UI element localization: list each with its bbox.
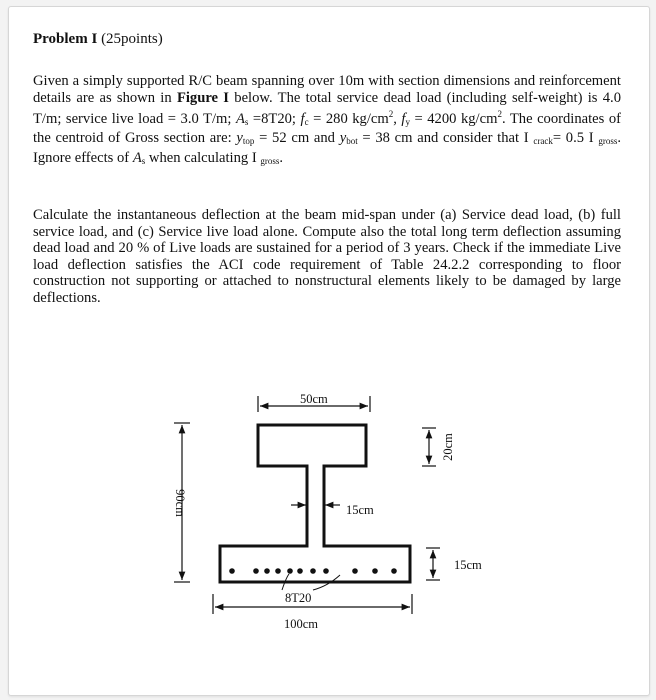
rebar-dot bbox=[253, 568, 259, 574]
rebar-dot bbox=[264, 568, 270, 574]
problem-points: (25points) bbox=[97, 31, 163, 47]
rebar-dot bbox=[297, 568, 303, 574]
rebar-dot bbox=[310, 568, 316, 574]
dim-flange-thickness bbox=[422, 428, 455, 466]
dim-label-15cm-bottom: 15cm bbox=[454, 558, 482, 572]
figure-reference: Figure I bbox=[176, 89, 229, 106]
dim-label-50cm: 50cm bbox=[300, 392, 328, 406]
rebar-label bbox=[282, 574, 340, 605]
problem-number: Problem I bbox=[33, 31, 98, 47]
dim-label-100cm: 100cm bbox=[284, 617, 319, 631]
rebar-dot bbox=[352, 568, 358, 574]
rebar-dot bbox=[287, 568, 293, 574]
problem-given-paragraph: Given a simply supported R/C beam spanning over 10m with section dimensions and reinforcement details are as shown in Figure I below. The total service dead load (including self-weight) is 4.0 T/m; service live load = 3.0 T/m; $A_s =8T20$; $f_c = 280$ $kg/cm^2$, $f_y = 4200$ $kg/cm^2$. The coordinates of the centroid of Gross section are: $y_{top} = 52$ cm and $y_{bot} = 38$ cm and consider that I $_{crack}$= 0.5 I $_{gross}$. Ignore effects of $A_s$ when calculating I $_{gross}$. bbox=[33, 73, 622, 166]
rebar-label-8T20: 8T20 bbox=[285, 591, 312, 605]
rebar-dot bbox=[323, 568, 329, 574]
dim-bottom-width bbox=[213, 594, 412, 631]
rebar-group bbox=[229, 568, 397, 574]
rebar-dot bbox=[372, 568, 378, 574]
i-section-outline bbox=[220, 425, 410, 582]
dim-label-20cm: 20cm bbox=[441, 433, 455, 461]
problem-task-paragraph: Calculate the instantaneous deflection at the beam mid-span under (a) Service dead load, (b) full service load, and (c) Service live load alone. Compute also the total long term deflection assuming dead load and 20 % of Live loads are sustained for a period of 3 years. Check if the immediate Live load deflection satisfies the ACI code requirement of Table 24.2.2 corresponding to floor construction not supporting or attached to nonstructural elements likely to be damaged by large deflections. bbox=[33, 207, 621, 306]
dim-top-flange-width bbox=[258, 392, 370, 412]
rebar-dot bbox=[275, 568, 281, 574]
rebar-dot bbox=[229, 568, 235, 574]
dim-web-width bbox=[291, 503, 374, 517]
dim-label-90cm: 90cm bbox=[173, 489, 187, 517]
dim-bottom-flange-thickness bbox=[426, 548, 482, 580]
dim-total-height bbox=[173, 423, 190, 582]
rebar-dot bbox=[391, 568, 397, 574]
dim-label-15cm-web: 15cm bbox=[346, 503, 374, 517]
